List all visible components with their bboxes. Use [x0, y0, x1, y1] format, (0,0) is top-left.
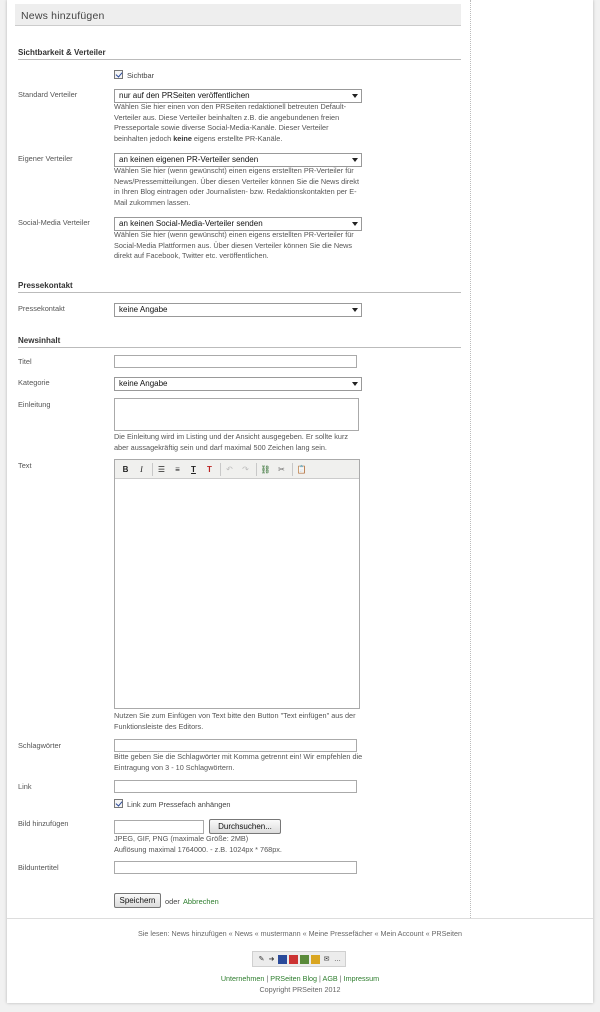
text-label: Text [18, 461, 32, 470]
standard-distributor-label: Standard Verteiler [18, 90, 78, 99]
editor-toolbar [115, 460, 359, 479]
feed-icon[interactable] [311, 955, 320, 964]
link-input[interactable] [114, 780, 357, 793]
bookmark-icon[interactable] [300, 955, 309, 964]
link-pressefach-label: Link zum Pressefach anhängen [127, 800, 231, 809]
bullet-list-icon[interactable]: ☰ [157, 465, 166, 474]
chevron-down-icon [352, 382, 358, 386]
more-icon[interactable]: … [334, 956, 341, 963]
arrow-icon[interactable]: ➜ [268, 956, 275, 963]
footer-link-agb[interactable]: AGB [322, 974, 338, 983]
section-heading-news-content: Newsinhalt [18, 336, 461, 348]
visible-checkbox[interactable] [114, 70, 123, 79]
title-label: Titel [18, 357, 32, 366]
press-contact-select[interactable] [114, 303, 362, 317]
or-text: oder [165, 897, 180, 906]
undo-icon[interactable]: ↶ [226, 465, 233, 474]
section-heading-visibility: Sichtbarkeit & Verteiler [18, 48, 461, 60]
caption-label: Bilduntertitel [18, 863, 59, 872]
intro-help: Die Einleitung wird im Listing und der Ansicht ausgegeben. Er sollte kurz aber aussagekräftig sein und darf maximal 500 Zeichen lang sein. [114, 432, 349, 452]
bold-icon[interactable]: B [122, 465, 129, 474]
press-contact-value: keine Angabe [119, 305, 168, 314]
keywords-input[interactable] [114, 739, 357, 752]
social-distributor-help: Wählen Sie hier (wenn gewünscht) einen eigens erstellten PR-Verteiler für Social-Media Plattformen aus. Über diesen Verteiler können Sie die News direkt auf Facebook, Twitter etc. veröffentlichen. [114, 230, 354, 261]
paste-icon[interactable]: 📋 [296, 465, 307, 474]
page-title: News hinzufügen [15, 4, 461, 26]
insert-link-icon[interactable]: ⛓ [260, 465, 271, 474]
save-button[interactable]: Speichern [114, 893, 161, 908]
footer [7, 918, 593, 1003]
image-file-input[interactable] [114, 820, 204, 834]
chevron-down-icon [352, 222, 358, 226]
chevron-down-icon [352, 158, 358, 162]
own-distributor-help: Wählen Sie hier (wenn gewünscht) einen eigens erstellten PR-Verteiler für News/Pressemitteilungen. Über diesen Verteiler können Sie die News direkt in Ihren Blog eintragen oder Journalisten- bzw. Redaktionskontakten per E-Mail zukommen lassen. [114, 166, 359, 207]
press-contact-label: Pressekontakt [18, 304, 65, 313]
own-distributor-label: Eigener Verteiler [18, 154, 73, 163]
standard-distributor-help: Wählen Sie hier einen von den PRSeiten redaktionell betreuten Default-Verteiler aus. Diese Verteiler beinhalten z.B. die angebundenen freien Presseportale sowie diverse Social-Media-Kanäle. Dieser Verteiler beinhalten jedoch keine eigens erstellte PR-Kanäle. [114, 102, 347, 143]
redo-icon[interactable]: ↷ [242, 465, 249, 474]
link-label: Link [18, 782, 32, 791]
footer-link-blog[interactable]: PRSeiten Blog [270, 974, 318, 983]
pencil-icon[interactable]: ✎ [258, 956, 265, 963]
social-share-bar [252, 951, 346, 967]
chevron-down-icon [352, 94, 358, 98]
intro-label: Einleitung [18, 400, 51, 409]
keywords-help: Bitte geben Sie die Schlagwörter mit Komma getrennt ein! Wir empfehlen die Eintragung von 3 - 10 Schlagwörtern. [114, 752, 363, 772]
social-distributor-label: Social-Media Verteiler [18, 218, 90, 227]
unlink-icon[interactable]: ✂ [278, 465, 285, 474]
remove-format-icon[interactable]: T [207, 465, 212, 474]
toolbar-separator [292, 463, 293, 476]
text-help: Nutzen Sie zum Einfügen von Text bitte den Button "Text einfügen" aus der Funktionsleiste des Editors. [114, 711, 356, 731]
social-distributor-select[interactable] [114, 217, 362, 231]
footer-links: Unternehmen | PRSeiten Blog | AGB | Impressum [220, 974, 380, 983]
rich-text-editor [114, 459, 360, 709]
image-help-resolution: Auflösung maximal 1764000. - z.B. 1024px * 768px. [114, 845, 282, 854]
link-pressefach-checkbox[interactable] [114, 799, 123, 808]
toolbar-separator [220, 463, 221, 476]
toolbar-separator [152, 463, 153, 476]
footer-link-impressum[interactable]: Impressum [343, 974, 380, 983]
paste-text-icon[interactable]: T [191, 465, 196, 474]
main-content [7, 0, 465, 918]
toolbar-separator [256, 463, 257, 476]
delicious-icon[interactable] [278, 955, 287, 964]
mail-icon[interactable]: ✉ [323, 956, 330, 963]
category-label: Kategorie [18, 378, 50, 387]
keywords-label: Schlagwörter [18, 741, 62, 750]
intro-textarea[interactable] [114, 398, 359, 431]
section-heading-press-contact: Pressekontakt [18, 281, 461, 293]
browse-button[interactable]: Durchsuchen... [209, 819, 281, 834]
title-input[interactable] [114, 355, 357, 368]
image-label: Bild hinzufügen [18, 819, 69, 828]
numbered-list-icon[interactable]: ≡ [175, 465, 180, 474]
footer-link-unternehmen[interactable]: Unternehmen [220, 974, 265, 983]
standard-distributor-select[interactable] [114, 89, 362, 103]
cancel-link[interactable]: Abbrechen [183, 897, 219, 906]
own-distributor-select[interactable] [114, 153, 362, 167]
mister-wong-icon[interactable] [289, 955, 298, 964]
breadcrumb: Sie lesen: News hinzufügen « News « mustermann « Meine Pressefächer « Mein Account « PRSeiten [137, 929, 462, 938]
standard-distributor-value: nur auf den PRSeiten veröffentlichen [119, 91, 250, 100]
copyright: Copyright PRSeiten 2012 [259, 985, 341, 994]
column-divider [470, 0, 471, 918]
italic-icon[interactable]: I [140, 465, 143, 474]
editor-content-area[interactable] [115, 480, 359, 708]
category-value: keine Angabe [119, 379, 168, 388]
own-distributor-value: an keinen eigenen PR-Verteiler senden [119, 155, 259, 164]
social-distributor-value: an keinen Social-Media-Verteiler senden [119, 219, 263, 228]
page-wrapper [7, 0, 593, 1003]
chevron-down-icon [352, 308, 358, 312]
caption-input[interactable] [114, 861, 357, 874]
visible-checkbox-label: Sichtbar [127, 71, 155, 80]
image-help-format: JPEG, GIF, PNG (maximale Größe: 2MB) [114, 834, 249, 843]
category-select[interactable] [114, 377, 362, 391]
